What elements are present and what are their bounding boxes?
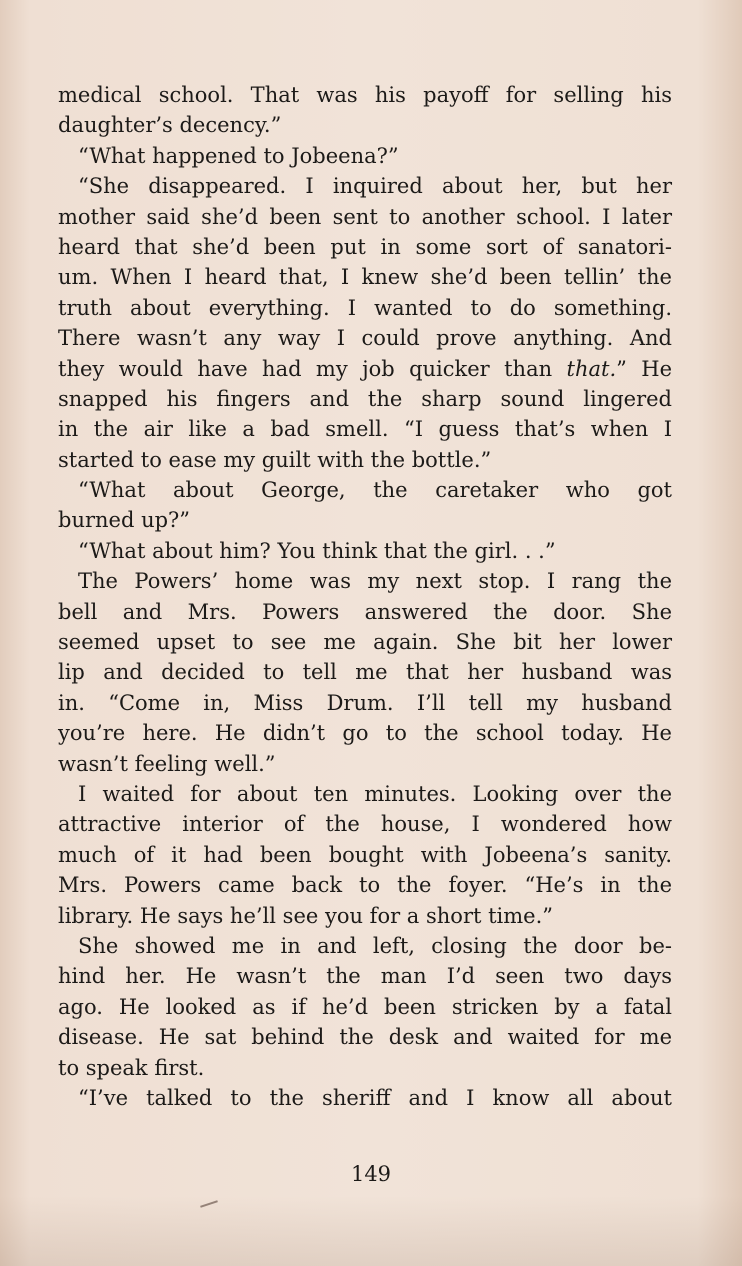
text-line: heard that she’d been put in some sort of sanatori-: [58, 234, 672, 259]
text-line: burned up?”: [58, 508, 191, 533]
text-line: seemed upset to see me again. She bit her lower: [58, 630, 672, 655]
text-line: hind her. He wasn’t the man I’d seen two days: [58, 964, 672, 989]
text-line: attractive interior of the house, I wondered how: [58, 812, 672, 837]
body-text: [58, 80, 672, 1113]
text-line: I waited for about ten minutes. Looking over the: [78, 781, 672, 806]
text-line: lip and decided to tell me that her husband was: [58, 660, 672, 685]
ink-mark: [200, 1200, 218, 1207]
text-line: medical school. That was his payoff for selling his: [58, 83, 672, 107]
text-line: wasn’t feeling well.”: [58, 751, 276, 776]
text-line: mother said she’d been sent to another school. I later: [58, 204, 672, 229]
text-line: you’re here. He didn’t go to the school today. He: [58, 721, 672, 746]
text-line: The Powers’ home was my next stop. I rang the: [78, 569, 672, 594]
text-line: ago. He looked as if he’d been stricken by a fatal: [58, 994, 672, 1019]
text-line: bell and Mrs. Powers answered the door. She: [58, 599, 672, 624]
text-line: There wasn’t any way I could prove anything. And: [58, 326, 672, 351]
text-line: library. He says he’ll see you for a short time.”: [58, 903, 554, 928]
text-line: She showed me in and left, closing the door be-: [78, 933, 672, 958]
text-line: daughter’s decency.”: [58, 113, 282, 138]
text-line: they would have had my job quicker than that.” He: [58, 356, 672, 381]
text-line: in. “Come in, Miss Drum. I’ll tell my husband: [58, 690, 672, 715]
page-number: 149: [350, 1162, 392, 1186]
text-line: truth about everything. I wanted to do something.: [58, 295, 672, 320]
text-line: disease. He sat behind the desk and waited for me: [58, 1025, 672, 1050]
text-line: “What about him? You think that the girl. . .”: [78, 538, 556, 563]
text-line: “What happened to Jobeena?”: [78, 143, 399, 168]
text-line: “What about George, the caretaker who got: [78, 478, 672, 503]
text-line: “I’ve talked to the sheriff and I know all about: [78, 1085, 672, 1110]
text-line: much of it had been bought with Jobeena’s sanity.: [58, 842, 672, 867]
text-line: snapped his fingers and the sharp sound lingered: [58, 386, 672, 411]
text-line: um. When I heard that, I knew she’d been tellin’ the: [58, 265, 672, 290]
text-line: in the air like a bad smell. “I guess that’s when I: [58, 417, 672, 442]
text-line: “She disappeared. I inquired about her, but her: [78, 174, 672, 199]
text-line: to speak first.: [58, 1055, 205, 1080]
text-line: Mrs. Powers came back to the foyer. “He’s in the: [58, 873, 672, 898]
text-line: started to ease my guilt with the bottle.”: [58, 447, 492, 472]
